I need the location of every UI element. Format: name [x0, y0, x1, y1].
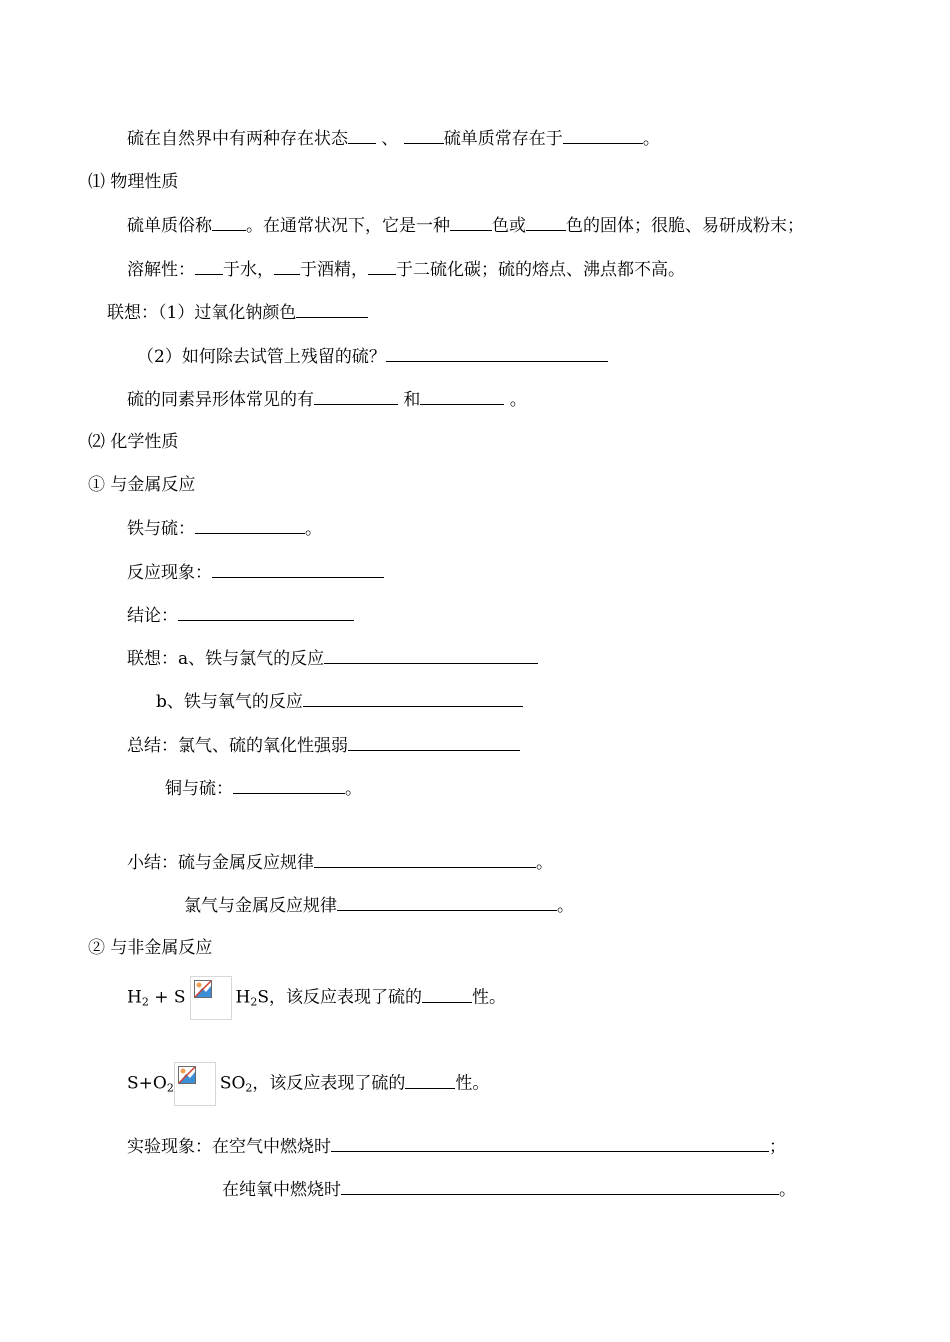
line-summary-oxidizing [127, 734, 520, 757]
text: 。 [557, 896, 574, 916]
text: 反应现象： [127, 563, 212, 583]
line-association-2 [137, 345, 608, 368]
text: 实验现象：在空气中燃烧时 [127, 1137, 331, 1157]
subscript: 2 [245, 1081, 253, 1095]
line-experiment-oxygen [222, 1178, 796, 1201]
heading-with-metals: ① 与金属反应 [88, 475, 196, 495]
text: 于二硫化碳；硫的熔点、沸点都不高。 [396, 260, 685, 280]
text: 。在通常状况下，它是一种 [246, 216, 450, 236]
subscript: 2 [166, 1081, 174, 1095]
text: 硫的同素异形体常见的有 [127, 390, 314, 410]
blank[interactable] [348, 734, 520, 751]
text: 。 [779, 1180, 796, 1200]
broken-image-icon [190, 976, 232, 1020]
text: 、 [381, 129, 399, 149]
text: 联想：（1）过氧化钠颜色 [107, 303, 297, 323]
text: b、铁与氧气的反应 [156, 692, 303, 712]
blank[interactable] [212, 561, 384, 578]
text: 联想：a、铁与氯气的反应 [127, 649, 325, 669]
blank[interactable] [303, 690, 523, 707]
text: 总结：氯气、硫的氧化性强弱 [127, 736, 348, 756]
blank[interactable] [341, 1178, 779, 1195]
text: 于酒精， [300, 260, 368, 280]
blank[interactable] [386, 345, 608, 362]
text: 。 [536, 853, 553, 873]
blank[interactable] [331, 1135, 769, 1152]
line-common-name [127, 214, 804, 237]
text: 和 [398, 390, 421, 410]
heading-physical-properties: ⑴ 物理性质 [88, 172, 179, 192]
line-sulfur-metal-rule [127, 851, 553, 874]
blank[interactable] [314, 388, 398, 405]
equation-s-o2 [127, 1062, 489, 1106]
line-association-b [156, 690, 523, 713]
subscript: 2 [250, 995, 258, 1009]
line-sulfur-states [127, 127, 660, 150]
text: ； [769, 1137, 786, 1157]
text: （2）如何除去试管上残留的硫？ [137, 347, 386, 367]
blank[interactable] [195, 258, 223, 275]
line-association-1 [107, 301, 368, 324]
line-experiment-air [127, 1135, 786, 1158]
text: H [127, 987, 142, 1008]
blank[interactable] [212, 214, 246, 231]
text: S，该反应表现了硫的 [257, 987, 423, 1008]
text: SO [219, 1073, 246, 1094]
text: 。 [305, 519, 322, 539]
blank[interactable] [296, 301, 368, 318]
blank[interactable] [233, 777, 345, 794]
line-association-a [127, 647, 538, 670]
text: ，该反应表现了硫的 [252, 1073, 406, 1094]
line-phenomenon [127, 561, 384, 584]
text: 硫单质常存在于 [443, 129, 563, 149]
line-iron-sulfur [127, 517, 322, 540]
text: 性。 [455, 1073, 490, 1094]
text: 于水， [223, 260, 274, 280]
text: S+O [127, 1073, 167, 1094]
text: 铜与硫： [165, 779, 233, 799]
blank[interactable] [314, 851, 536, 868]
text: 氯气与金属反应规律 [184, 896, 337, 916]
text: 铁与硫： [127, 519, 195, 539]
line-allotropes [127, 388, 527, 411]
blank[interactable] [195, 517, 305, 534]
text: 色的固体；很脆、易研成粉末； [566, 216, 804, 236]
text: + S [148, 987, 186, 1008]
blank[interactable] [274, 258, 300, 275]
line-conclusion [127, 604, 354, 627]
line-chlorine-metal-rule [184, 894, 574, 917]
text: 小结：硫与金属反应规律 [127, 853, 314, 873]
text: 色或 [492, 216, 526, 236]
text: 结论： [127, 606, 178, 626]
blank[interactable] [563, 127, 643, 144]
line-copper-sulfur [165, 777, 362, 800]
heading-with-nonmetals: ② 与非金属反应 [88, 938, 213, 958]
blank[interactable] [324, 647, 538, 664]
blank[interactable] [348, 127, 376, 144]
heading-chemical-properties: ⑵ 化学性质 [88, 432, 179, 452]
text: 。 [504, 390, 527, 410]
text: 性。 [472, 987, 507, 1008]
equation-h2-s [127, 976, 506, 1020]
text: 溶解性： [127, 260, 195, 280]
text: H [235, 987, 251, 1008]
text: 硫单质俗称 [127, 216, 212, 236]
blank[interactable] [420, 388, 504, 405]
line-solubility [127, 258, 685, 281]
text: 硫在自然界中有两种存在状态 [127, 129, 348, 149]
subscript: 2 [141, 995, 149, 1009]
blank[interactable] [178, 604, 354, 621]
broken-image-icon [174, 1062, 216, 1106]
text: 。 [345, 779, 362, 799]
blank[interactable] [404, 127, 444, 144]
blank[interactable] [422, 986, 472, 1003]
blank[interactable] [405, 1072, 455, 1089]
text: 。 [642, 129, 660, 149]
blank[interactable] [368, 258, 396, 275]
blank[interactable] [337, 894, 557, 911]
text: 在纯氧中燃烧时 [222, 1180, 341, 1200]
blank[interactable] [450, 214, 492, 231]
blank[interactable] [526, 214, 566, 231]
